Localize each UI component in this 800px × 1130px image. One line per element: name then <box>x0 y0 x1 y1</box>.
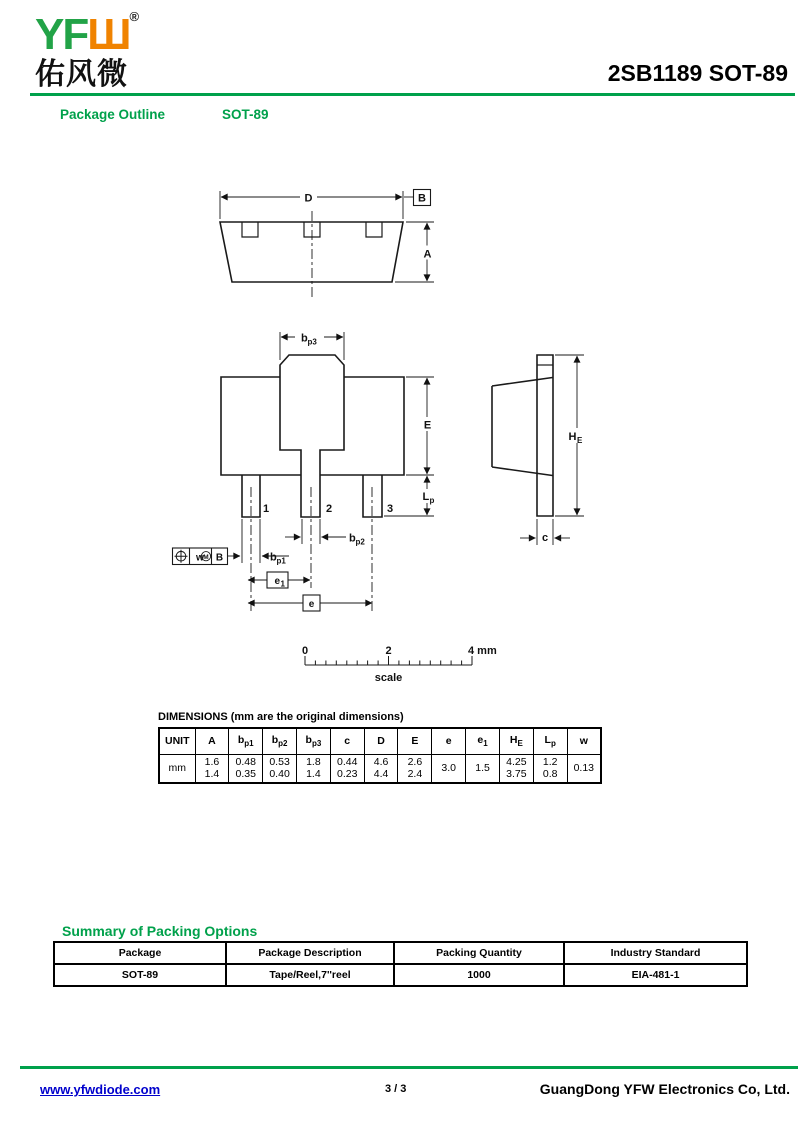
dimensions-value-cell: 1.2 0.8 <box>533 754 567 783</box>
dimensions-value-cell: 0.48 0.35 <box>229 754 263 783</box>
dim-label-e-pitch: e <box>308 599 315 610</box>
logo-w-glyph: Ш <box>87 10 130 59</box>
company-logo <box>35 10 139 90</box>
company-name: GuangDong YFW Electronics Co, Ltd. <box>539 1081 790 1097</box>
packing-col-header: Package <box>54 942 226 964</box>
packing-col-header: Package Description <box>226 942 394 964</box>
dimensions-col-header-he: $H_E$ <box>499 728 533 754</box>
scale-tick-4mm: 4 mm <box>468 645 497 657</box>
dim-label-bp1-sub: p1 <box>276 556 286 566</box>
front-view-tab-top <box>280 355 344 377</box>
dim-label-bp3-sub: p3 <box>307 337 317 347</box>
dimensions-col-header-d: D <box>364 728 398 754</box>
dimensions-value-cell: 1.8 1.4 <box>296 754 330 783</box>
dim-label-c: c <box>541 532 549 544</box>
scale-tick-2: 2 <box>385 645 392 657</box>
front-view <box>173 330 437 613</box>
dim-label-e1: e <box>274 576 281 587</box>
side-view-body <box>492 378 553 476</box>
dimensions-table-title: DIMENSIONS (mm are the original dimensions) <box>158 711 404 723</box>
dim-label-d: D <box>304 192 313 205</box>
packing-cell: 1000 <box>394 964 564 986</box>
packing-cell: EIA-481-1 <box>564 964 747 986</box>
datum-label-b: B <box>418 192 426 205</box>
packing-heading: Summary of Packing Options <box>62 923 258 939</box>
dimensions-value-cell: 1.6 1.4 <box>195 754 229 783</box>
dim-label-e1-sub: 1 <box>280 579 285 589</box>
dimensions-col-header-bp3: $b_{p3}$ <box>296 728 330 754</box>
dim-label-a: A <box>423 248 432 261</box>
top-view-lead1-notch <box>242 222 258 237</box>
dimensions-unit-cell: mm <box>159 754 195 783</box>
dim-label-bp2: b <box>349 532 356 545</box>
pin-label-1: 1 <box>262 503 270 515</box>
dimensions-col-header-bp2: $b_{p2}$ <box>263 728 297 754</box>
dimensions-value-cell: 0.44 0.23 <box>330 754 364 783</box>
header-divider <box>30 93 795 96</box>
dimensions-col-header-a: A <box>195 728 229 754</box>
front-view-body <box>221 377 404 475</box>
fcf-w-label: w <box>196 552 204 564</box>
packing-header-row <box>54 942 747 964</box>
scale-ruler-ticks <box>305 656 472 665</box>
dim-label-bp2-sub: p2 <box>355 537 365 547</box>
dimensions-col-header-unit: UNIT <box>159 728 195 754</box>
dim-label-bp1: b <box>270 551 277 564</box>
packing-col-header: Industry Standard <box>564 942 747 964</box>
dimensions-value-cell: 1.5 <box>466 754 500 783</box>
dim-label-bp3: b <box>301 332 308 345</box>
dim-label-lp: L <box>422 491 430 503</box>
dimensions-value-cell: 0.13 <box>567 754 601 783</box>
page-number: 3 / 3 <box>385 1083 407 1095</box>
footer-divider <box>20 1066 798 1069</box>
scale-tick-0: 0 <box>301 645 309 657</box>
dimensions-header-row <box>159 728 601 754</box>
fcf-mmc-label: M <box>203 553 209 561</box>
front-view-tab-stem <box>280 377 344 517</box>
dimensions-col-header-e: E <box>398 728 432 754</box>
top-view-lead3-notch <box>366 222 382 237</box>
packing-cell: Tape/Reel,7''reel <box>226 964 394 986</box>
dimensions-col-header-e: e <box>432 728 466 754</box>
packing-table <box>53 941 748 987</box>
package-outline-drawing <box>0 130 800 700</box>
side-view <box>492 355 591 545</box>
dimensions-col-header-c: c <box>330 728 364 754</box>
top-view <box>220 190 435 298</box>
packing-row <box>54 964 747 986</box>
packing-cell: SOT-89 <box>54 964 226 986</box>
section-heading: Package Outline <box>60 107 166 122</box>
dimensions-value-row <box>159 754 601 783</box>
logo-yf-text: YF <box>35 10 88 59</box>
front-view-lead3 <box>363 475 382 517</box>
registered-trademark-symbol: ® <box>129 9 140 24</box>
dim-label-lp-sub: p <box>429 496 435 505</box>
dim-label-he: H <box>568 431 577 443</box>
dim-label-he-sub: E <box>577 436 583 445</box>
logo-wordmark <box>35 10 139 57</box>
section-package-name: SOT-89 <box>222 107 269 122</box>
packing-body <box>54 964 747 986</box>
logo-chinese-name: 佑风微 <box>35 58 128 91</box>
top-view-body <box>220 222 403 282</box>
dimensions-value-cell: 4.6 4.4 <box>364 754 398 783</box>
dimensions-value-cell: 4.25 3.75 <box>499 754 533 783</box>
dimensions-col-header-bp1: $b_{p1}$ <box>229 728 263 754</box>
dimensions-col-header-w: w <box>567 728 601 754</box>
pin-label-2: 2 <box>325 503 333 515</box>
website-link[interactable]: www.yfwdiode.com <box>40 1082 161 1097</box>
dimensions-value-cell: 3.0 <box>432 754 466 783</box>
packing-col-header: Packing Quantity <box>394 942 564 964</box>
page-title: 2SB1189 SOT-89 <box>607 60 788 86</box>
dimensions-table <box>158 727 602 784</box>
pin-label-3: 3 <box>386 503 394 515</box>
fcf-datum-label: B <box>215 552 224 564</box>
dimensions-value-cell: 0.53 0.40 <box>263 754 297 783</box>
dimensions-col-header-e1: $e_1$ <box>466 728 500 754</box>
dimensions-col-header-lp: $L_p$ <box>533 728 567 754</box>
scale-caption: scale <box>374 672 403 684</box>
dimensions-value-cell: 2.6 2.4 <box>398 754 432 783</box>
dim-label-e-body: E <box>423 419 432 432</box>
scale-bar <box>302 645 497 684</box>
